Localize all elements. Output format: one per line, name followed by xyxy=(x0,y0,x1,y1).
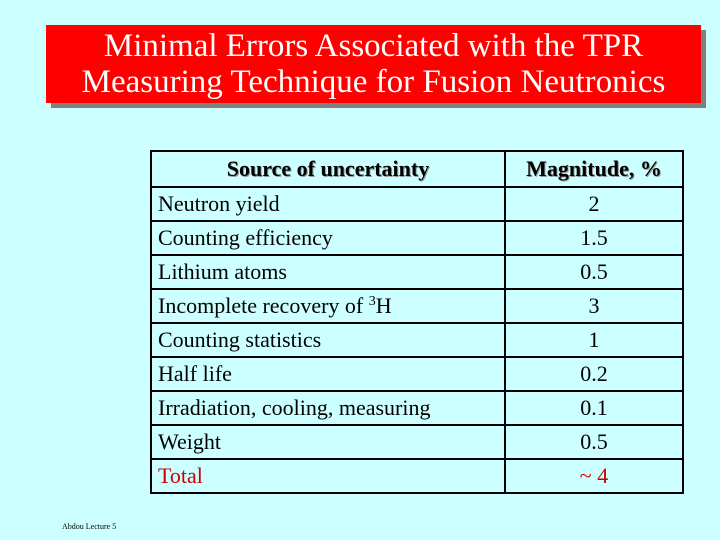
source-cell: Half life xyxy=(151,357,505,391)
table-row xyxy=(151,255,683,289)
total-magnitude: ~ 4 xyxy=(505,459,683,493)
total-row xyxy=(151,459,683,493)
source-cell: Irradiation, cooling, measuring xyxy=(151,391,505,425)
footer-note: Abdou Lecture 5 xyxy=(62,522,117,531)
isotope-superscript: 3 xyxy=(368,294,376,309)
table-row xyxy=(151,289,683,323)
table-row xyxy=(151,323,683,357)
source-cell: Counting statistics xyxy=(151,323,505,357)
uncertainty-table xyxy=(150,150,684,494)
source-text: Incomplete recovery of xyxy=(158,293,369,318)
table-row xyxy=(151,187,683,221)
table-row xyxy=(151,391,683,425)
table-header-row xyxy=(151,151,683,187)
slide-title xyxy=(46,25,701,103)
title-line-1: Minimal Errors Associated with the TPR xyxy=(103,28,644,64)
magnitude-cell: 1 xyxy=(505,323,683,357)
magnitude-cell: 0.5 xyxy=(505,255,683,289)
header-magnitude: Magnitude, % xyxy=(505,151,683,187)
magnitude-cell: 3 xyxy=(505,289,683,323)
table-row xyxy=(151,221,683,255)
source-cell: Weight xyxy=(151,425,505,459)
table-row xyxy=(151,357,683,391)
source-cell xyxy=(151,289,505,323)
magnitude-cell: 2 xyxy=(505,187,683,221)
magnitude-cell: 0.1 xyxy=(505,391,683,425)
header-source: Source of uncertainty xyxy=(151,151,505,187)
source-cell: Lithium atoms xyxy=(151,255,505,289)
magnitude-cell: 0.2 xyxy=(505,357,683,391)
source-cell: Counting efficiency xyxy=(151,221,505,255)
source-cell: Neutron yield xyxy=(151,187,505,221)
isotope-symbol: H xyxy=(375,293,392,318)
total-label: Total xyxy=(151,459,505,493)
magnitude-cell: 0.5 xyxy=(505,425,683,459)
title-line-2: Measuring Technique for Fusion Neutronics xyxy=(81,64,666,100)
magnitude-cell: 1.5 xyxy=(505,221,683,255)
table-row xyxy=(151,425,683,459)
